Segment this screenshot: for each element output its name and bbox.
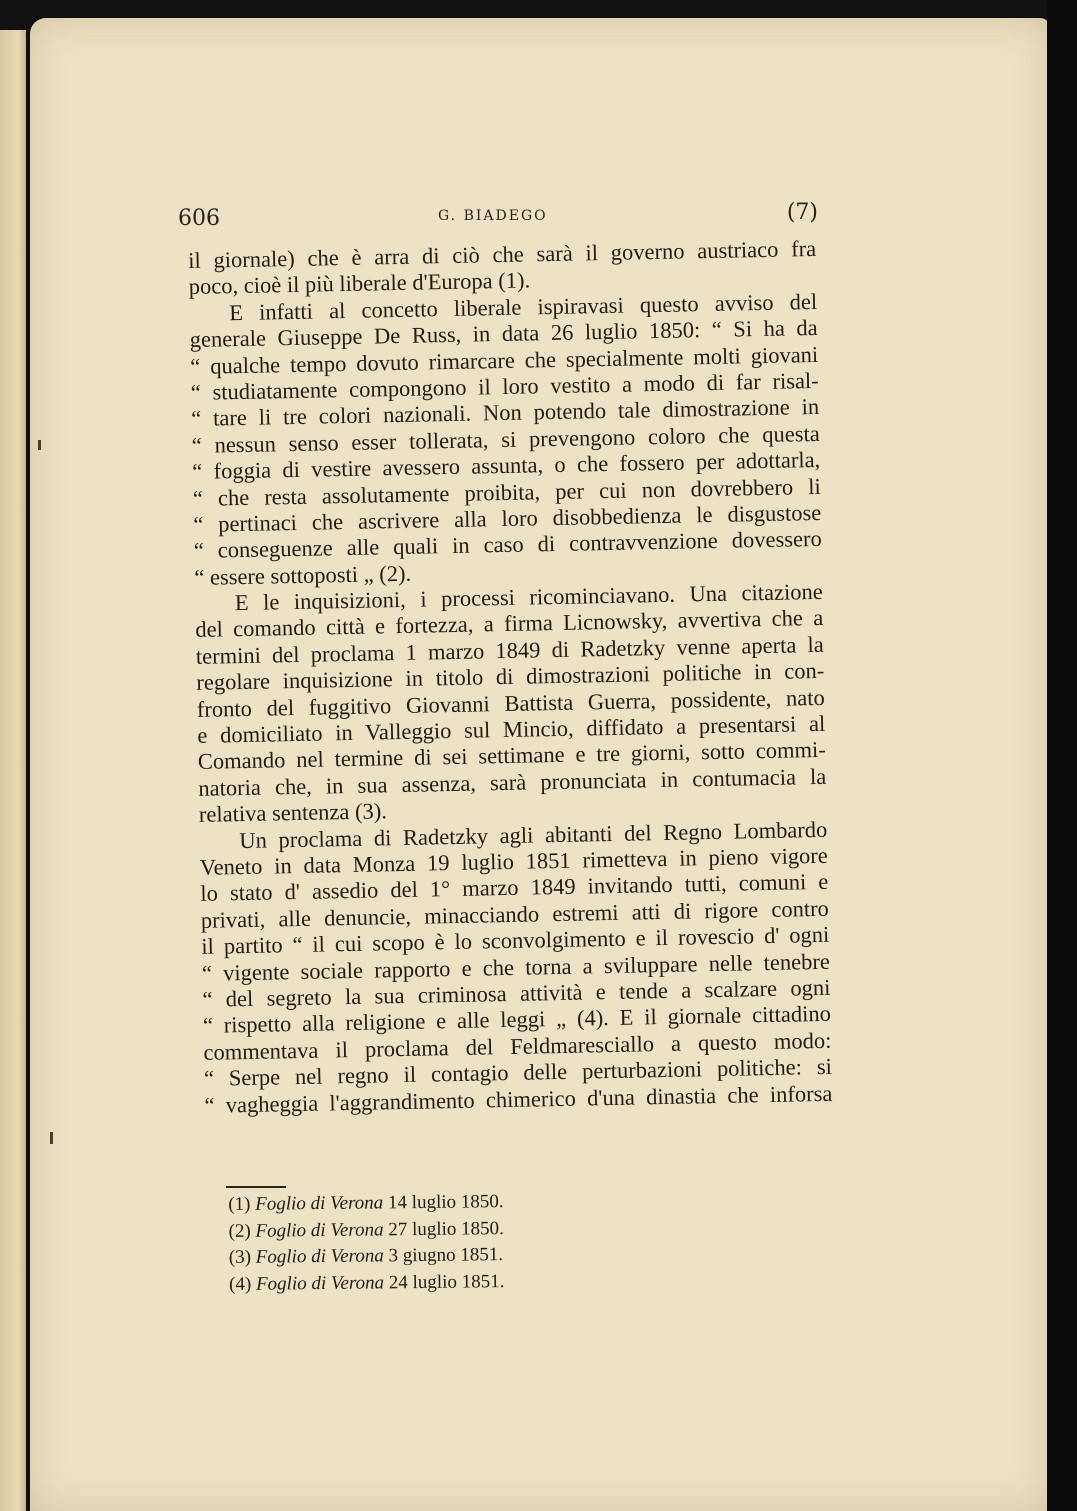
footnote (229, 1268, 589, 1298)
footnote-source: Foglio di Verona (255, 1218, 384, 1242)
running-header (178, 196, 818, 236)
text-line: “ rispetto alla religione e alle leggi „ (4). E il giornale cittadino (202, 1001, 832, 1039)
text-line: “ pertinaci che ascrivere alla loro disobbedienza le disgustose (193, 499, 822, 537)
text-line: termini del proclama 1 marzo 1849 di Radetzky venne aperta la (195, 631, 824, 669)
text-line: il giornale) che è arra di ciò che sarà il governo austriaco fra (188, 235, 817, 273)
text-line: relativa sentenza (3). (198, 798, 388, 828)
text-line: “ del segreto la sua criminosa attività e tende a scalzare ogni (202, 974, 831, 1012)
text-line: e domiciliato in Valleggio sul Mincio, diffidato a presentarsi al (197, 710, 826, 748)
text-line: “ conseguenze alle quali in caso di contravvenzione dovessero (193, 526, 822, 564)
page-number: 606 (178, 206, 220, 231)
footnote-source: Foglio di Verona (255, 1245, 384, 1268)
text-line: “ vagheggia l'aggrandimento chimerico d'una dinastia che inforsa (204, 1080, 833, 1118)
text-line: privati, alle denuncie, minacciando estremi atti di rigore contro (200, 895, 830, 933)
footnote-source: Foglio di Verona (255, 1271, 385, 1295)
text-line: Un proclama di Radetzky agli abitanti del Regno Lombardo (239, 816, 828, 853)
section-number: (7) (786, 200, 818, 225)
text-line: “ qualche tempo dovuto rimarcare che specialmente molti giovani (190, 341, 819, 379)
scan-background-edge (1047, 0, 1077, 1511)
previous-page-edge (0, 30, 26, 1511)
margin-mark (38, 440, 41, 450)
text-line: fronto del fuggitivo Giovanni Battista Guerra, possidente, nato (196, 684, 825, 722)
text-line: commentava il proclama del Feldmaresciallo a questo modo: (203, 1027, 832, 1065)
text-line: Veneto in data Monza 19 luglio 1851 rimetteva in pieno vigore (199, 842, 829, 880)
footnote-date: 3 giugno 1851. (388, 1244, 504, 1267)
text-line: “ nessun senso esser tollerata, si prevengono coloro che questa (191, 420, 820, 458)
body-text (188, 236, 833, 1119)
footnote (229, 1241, 589, 1271)
footnote-date: 24 luglio 1851. (388, 1270, 505, 1293)
text-line: Comando nel termine di sei settimane e tre giorni, sotto commi- (197, 737, 826, 775)
text-line: regolare inquisizione in titolo di dimostrazioni politiche in con- (196, 658, 825, 696)
text-line: “ essere sottoposti „ (2). (194, 560, 412, 590)
footnote-date: 14 luglio 1850. (387, 1191, 504, 1214)
footnotes (228, 1174, 589, 1298)
text-line: “ foggia di vestire avessero assunta, o che fossero per adottarla, (192, 447, 821, 485)
footnote-number: (3) (228, 1246, 252, 1268)
text-line: lo stato d' assedio del 1° marzo 1849 invitando tutti, comuni e (200, 869, 829, 907)
text-line: natoria che, in sua assenza, sarà pronunciata in contumacia la (198, 763, 827, 801)
text-line: E infatti al concetto liberale ispiravasi questo avviso del (229, 288, 818, 325)
text-line: generale Giuseppe De Russ, in data 26 luglio 1850: “ Si ha da (189, 315, 818, 353)
footnote-number: (2) (228, 1220, 251, 1242)
text-line: “ vigente sociale rapporto e che torna a sviluppare nelle tenebre (201, 948, 831, 986)
footnote-number: (4) (229, 1273, 252, 1295)
footnote (228, 1188, 588, 1218)
text-line: poco, cioè il più liberale d'Europa (1). (188, 267, 531, 300)
margin-mark (50, 1132, 53, 1144)
text-line: E le inquisizioni, i processi ricominciavano. Una citazione (234, 578, 823, 616)
footnote-date: 27 luglio 1850. (388, 1217, 504, 1240)
text-line: “ che resta assolutamente proibita, per cui non dovrebbero li (192, 473, 821, 511)
footnote-number: (1) (228, 1193, 251, 1215)
footnote-source: Foglio di Verona (255, 1192, 384, 1215)
text-line: del comando città e fortezza, a firma Licnowsky, avvertiva che a (195, 605, 824, 643)
footnote (228, 1215, 588, 1245)
text-line: “ Serpe nel regno il contagio delle perturbazioni politiche: si (203, 1053, 833, 1091)
running-head-author: G. BIADEGO (438, 208, 548, 224)
text-line: “ studiatamente compongono il loro vestito a modo di far risal- (190, 367, 819, 405)
text-line: il partito “ il cui scopo è lo sconvolgimento e il rovescio d' ogni (201, 921, 830, 960)
text-line: “ tare li tre colori nazionali. Non potendo tale dimostrazione in (191, 394, 820, 432)
